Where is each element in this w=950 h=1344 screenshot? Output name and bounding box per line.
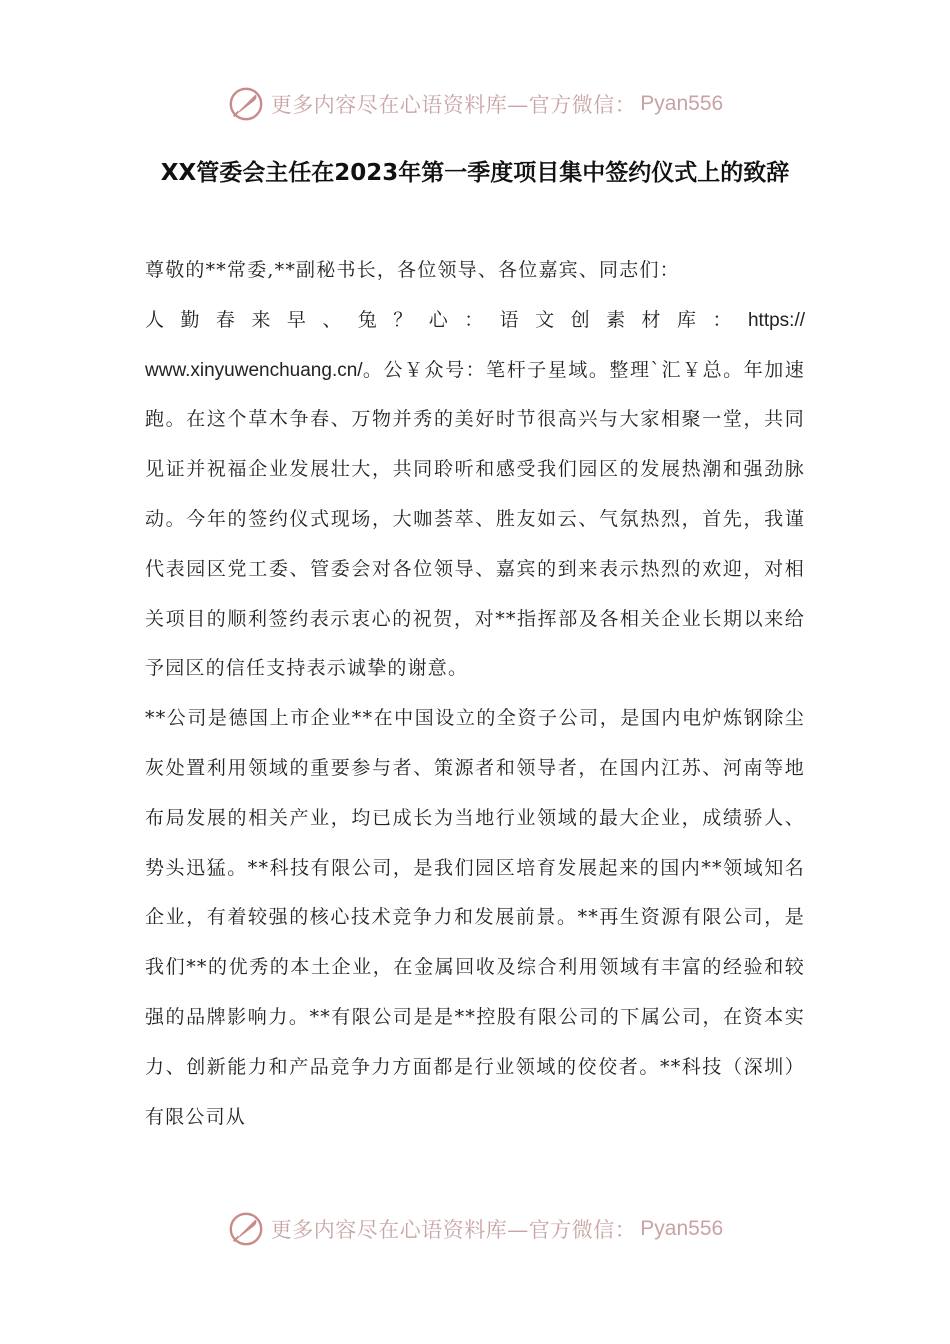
document-body	[145, 246, 805, 1142]
source-line-text: 人勤春来早、兔？心：语文创素材库：	[145, 308, 748, 331]
watermark-banner-bottom	[0, 1207, 950, 1251]
source-account-text: 。公￥众号：笔杆子星域。整理`汇￥总。	[362, 358, 744, 381]
source-url-part-b: www.xinyuwenchuang.cn/	[145, 359, 363, 381]
paragraph-1	[145, 346, 805, 695]
banner-text: 更多内容尽在心语资料库—官方微信：	[270, 1218, 637, 1242]
source-url-part-a: https://	[747, 309, 805, 331]
page-title: XX管委会主任在2023年第一季度项目集中签约仪式上的致辞	[160, 160, 790, 186]
quill-logo-icon	[227, 85, 265, 123]
banner-text: 更多内容尽在心语资料库—官方微信：	[270, 93, 637, 117]
watermark-banner-top	[0, 82, 950, 126]
quill-logo-icon	[227, 1210, 265, 1248]
banner-wechat-id: Pyan556	[640, 1217, 724, 1240]
banner-wechat-id: Pyan556	[640, 92, 724, 115]
source-line	[145, 296, 805, 346]
paragraph-2: **公司是德国上市企业**在中国设立的全资子公司，是国内电炉炼钢除尘灰处置利用领域的重要参与者、策源者和领导者，在国内江苏、河南等地布局发展的相关产业，均已成长为当地行业领域的最大企业，成绩骄人、势头迅猛。**科技有限公司，是我们园区培育发展起来的国内**领域知名企业，有着较强的核心技术竞争力和发展前景。**再生资源有限公司，是我们**的优秀的本土企业，在金属回收及综合利用领域有丰富的经验和较强的品牌影响力。**有限公司是是**控股有限公司的下属公司，在资本实力、创新能力和产品竞争力方面都是行业领域的佼佼者。**科技（深圳）有限公司从	[145, 707, 805, 1128]
paragraph-1-text: 年加速跑。在这个草木争春、万物并秀的美好时节很高兴与大家相聚一堂，共同见证并祝福企业发展壮大，共同聆听和感受我们园区的发展热潮和强劲脉动。今年的签约仪式现场，大咖荟萃、胜友如云、气氛热烈，首先，我谨代表园区党工委、管委会对各位领导、嘉宾的到来表示热烈的欢迎，对相关项目的顺利签约表示衷心的祝贺，对**指挥部及各相关企业长期以来给予园区的信任支持表示诚挚的谢意。	[145, 358, 805, 680]
salutation: 尊敬的**常委,**副秘书长，各位领导、各位嘉宾、同志们：	[145, 259, 680, 281]
